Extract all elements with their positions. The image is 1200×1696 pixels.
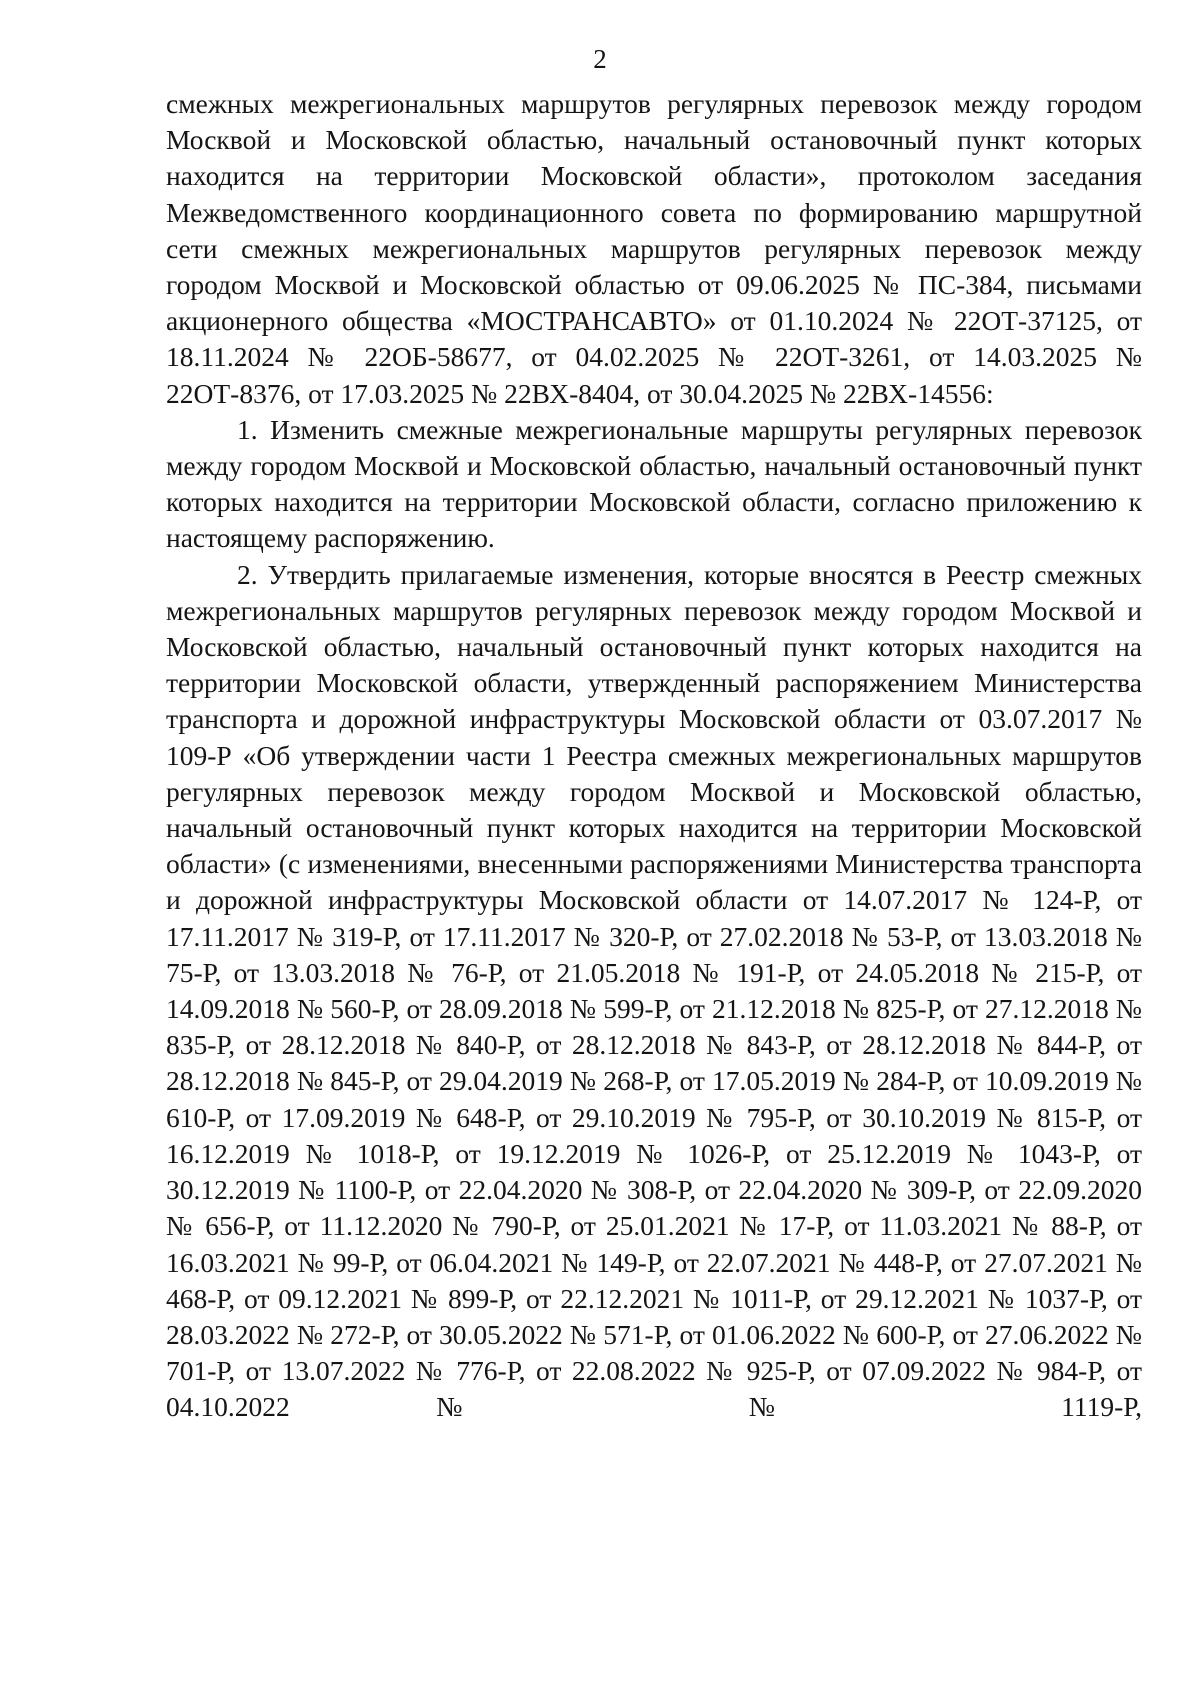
- page-number: 2: [593, 44, 607, 74]
- document-body: [166, 86, 1142, 1426]
- paragraph-preamble-continuation: смежных межрегиональных маршрутов регулярных перевозок между городом Москвой и Московской областью, начальный остановочный пункт которых находится на территории Московской области», протоколом заседания Межведомственного координационного совета по формированию маршрутной сети смежных межрегиональных маршрутов регулярных перевозок между городом Москвой и Московской областью от 09.06.2025 № ПС-384, письмами акционерного общества «МОСТРАНСАВТО» от 01.10.2024 № 22ОТ-37125, от 18.11.2024 № 22ОБ-58677, от 04.02.2025 № 22ОТ-3261, от 14.03.2025 № 22ОТ-8376, от 17.03.2025 № 22ВХ-8404, от 30.04.2025 № 22ВХ-14556:: [166, 88, 1142, 409]
- paragraph-item-2: 2. Утвердить прилагаемые изменения, которые вносятся в Реестр смежных межрегиональных маршрутов регулярных перевозок между городом Москвой и Московской областью, начальный остановочный пункт которых находится на территории Московской области, утвержденный распоряжением Министерства транспорта и дорожной инфраструктуры Московской области от 03.07.2017 № 109-Р «Об утверждении части 1 Реестра смежных межрегиональных маршрутов регулярных перевозок между городом Москвой и Московской областью, начальный остановочный пункт которых находится на территории Московской области» (с изменениями, внесенными распоряжениями Министерства транспорта и дорожной инфраструктуры Московской области от 14.07.2017 № 124-Р, от 17.11.2017 № 319-Р, от 17.11.2017 № 320-Р, от 27.02.2018 № 53-Р, от 13.03.2018 № 75-Р, от 13.03.2018 № 76-Р, от 21.05.2018 № 191-Р, от 24.05.2018 № 215-Р, от 14.09.2018 № 560-Р, от 28.09.2018 № 599-Р, от 21.12.2018 № 825-Р, от 27.12.2018 № 835-Р, от 28.12.2018 № 840-Р, от 28.12.2018 № 843-Р, от 28.12.2018 № 844-Р, от 28.12.2018 № 845-Р, от 29.04.2019 № 268-Р, от 17.05.2019 № 284-Р, от 10.09.2019 № 610-Р, от 17.09.2019 № 648-Р, от 29.10.2019 № 795-Р, от 30.10.2019 № 815-Р, от 16.12.2019 № 1018-Р, от 19.12.2019 № 1026-Р, от 25.12.2019 № 1043-Р, от 30.12.2019 № 1100-Р, от 22.04.2020 № 308-Р, от 22.04.2020 № 309-Р, от 22.09.2020 № 656-Р, от 11.12.2020 № 790-Р, от 25.01.2021 № 17-Р, от 11.03.2021 № 88-Р, от 16.03.2021 № 99-Р, от 06.04.2021 № 149-Р, от 22.07.2021 № 448-Р, от 27.07.2021 № 468-Р, от 09.12.2021 № 899-Р, от 22.12.2021 № 1011-Р, от 29.12.2021 № 1037-Р, от 28.03.2022 № 272-Р, от 30.05.2022 № 571-Р, от 01.06.2022 № 600-Р, от 27.06.2022 № 701-Р, от 13.07.2022 № 776-Р, от 22.08.2022 № 925-Р, от 07.09.2022 № 984-Р, от 04.10.2022 № № 1119-Р,: [166, 558, 1142, 1423]
- paragraph-item-1: 1. Изменить смежные межрегиональные маршруты регулярных перевозок между городом Москвой и Московской областью, начальный остановочный пункт которых находится на территории Московской области, согласно приложению к настоящему распоряжению.: [166, 413, 1142, 554]
